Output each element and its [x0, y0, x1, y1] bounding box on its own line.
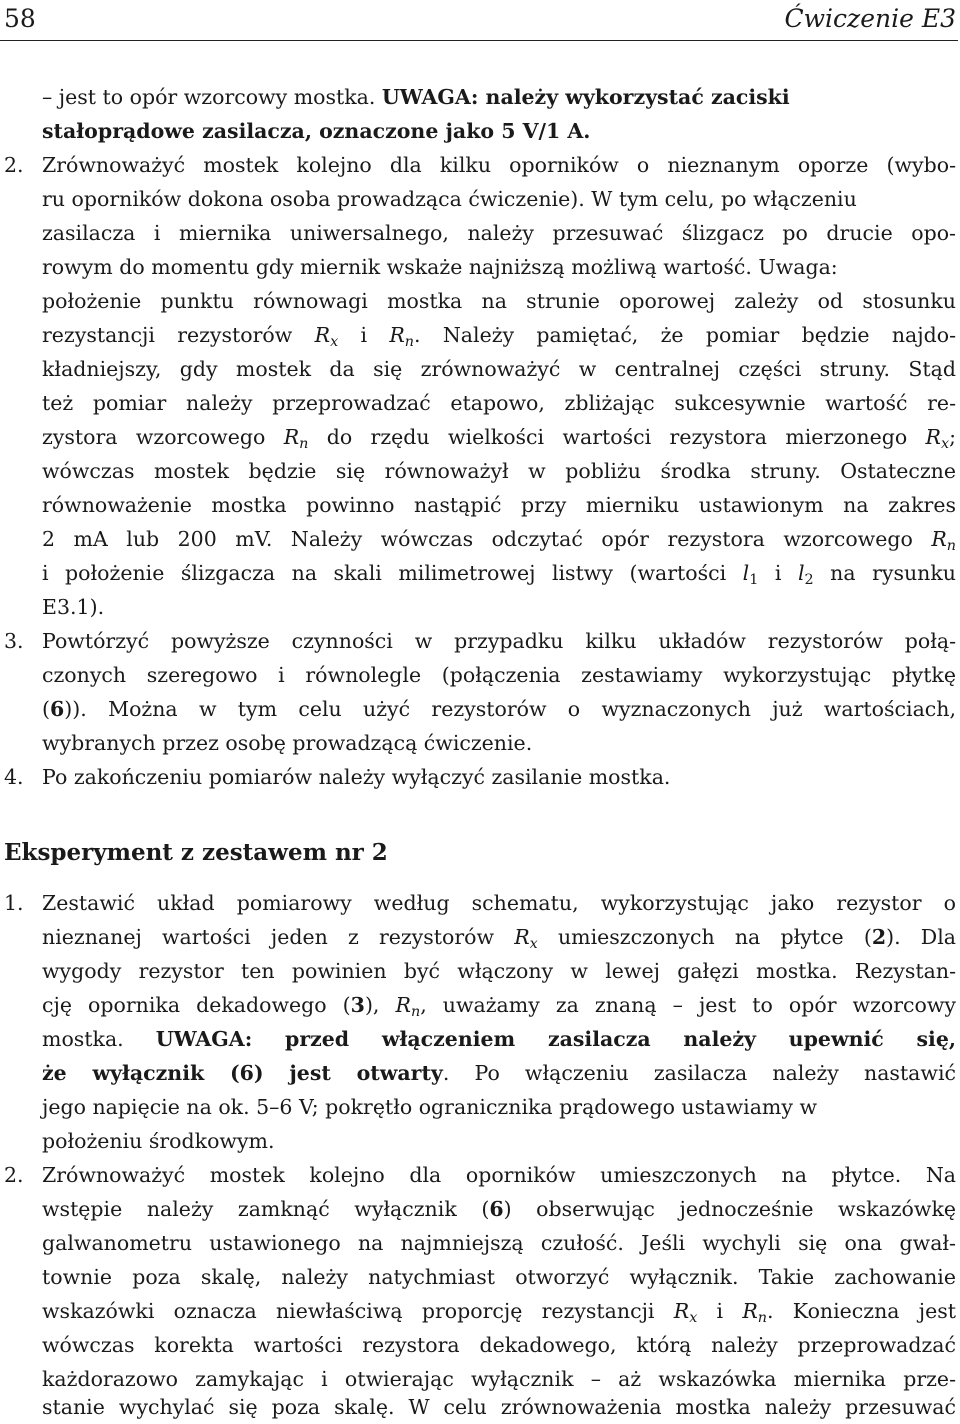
text-line: rowym do momentu gdy miernik wskaże najniższą możliwą wartość. Uwaga:	[42, 255, 838, 279]
text-line: i położenie ślizgacza na skali milimetrowej listwy (wartości $l_1$ i $l_2$ na rysunku	[42, 561, 957, 589]
text-line: też pomiar należy przeprowadzać etapowo, zbliżając sukcesywnie wartość re-	[42, 391, 956, 415]
text-line: Po zakończeniu pomiarów należy wyłączyć zasilanie mostka.	[42, 765, 671, 789]
text-line: wybranych przez osobę prowadzącą ćwiczenie.	[42, 731, 533, 755]
text-line: stanie wychylać się poza skalę. W celu zrównoważenia mostka należy przesuwać	[42, 1395, 956, 1419]
text-line: kładniejszy, gdy mostek da się zrównoważyć w centralnej części struny. Stąd	[42, 357, 956, 381]
text-line: Zestawić układ pomiarowy według schematu, wykorzystując jako rezystor o	[42, 891, 956, 915]
text-line: – jest to opór wzorcowy mostka. UWAGA: należy wykorzystać zaciski	[42, 85, 790, 109]
text-line: Zrównoważyć mostek kolejno dla kilku oporników o nieznanym oporze (wybo-	[42, 153, 956, 177]
text-line: wówczas mostek będzie się równoważył w pobliżu środka struny. Ostateczne	[42, 459, 956, 483]
text-line: ru oporników dokona osoba prowadząca ćwiczenie). W tym celu, po włączeniu	[42, 187, 857, 211]
text-line: 2 mA lub 200 mV. Należy wówczas odczytać opór rezystora wzorcowego $R_n$	[42, 527, 956, 555]
text-line: równoważenie mostka powinno nastąpić przy mierniku ustawionym na zakres	[42, 493, 956, 517]
text-line: (6)). Można w tym celu użyć rezystorów o wyznaczonych już wartościach,	[42, 697, 956, 721]
text-line: rezystancji rezystorów $R_x$ i $R_n$. Należy pamiętać, że pomiar będzie najdo-	[42, 323, 957, 351]
list-number: 4.	[4, 765, 24, 789]
text-line: mostka. UWAGA: przed włączeniem zasilacza należy upewnić się,	[42, 1027, 956, 1051]
text-line: E3.1).	[42, 595, 105, 619]
list-number: 2.	[4, 153, 24, 177]
page-number: 58	[4, 4, 36, 33]
text-line: że wyłącznik (6) jest otwarty. Po włączeniu zasilacza należy nastawić	[42, 1061, 956, 1085]
text-line: wówczas korekta wartości rezystora dekadowego, którą należy przeprowadzać	[42, 1333, 956, 1357]
list-number: 1.	[4, 891, 24, 915]
text-line: Powtórzyć powyższe czynności w przypadku kilku układów rezystorów połą-	[42, 629, 956, 653]
list-number: 2.	[4, 1163, 24, 1187]
text-line: czonych szeregowo i równolegle (połączenia zestawiamy wykorzystując płytkę	[42, 663, 956, 687]
section-heading: Eksperyment z zestawem nr 2	[4, 839, 388, 866]
text-line: wstępie należy zamknąć wyłącznik (6) obserwując jednocześnie wskazówkę	[42, 1197, 956, 1221]
text-line: stałoprądowe zasilacza, oznaczone jako 5 V/1 A.	[42, 119, 591, 143]
text-line: zasilacza i miernika uniwersalnego, należy przesuwać ślizgacz po drucie opo-	[42, 221, 956, 245]
text-line: nieznanej wartości jeden z rezystorów $R_x$ umieszczonych na płytce (2). Dla	[42, 925, 956, 953]
text-line: townie poza skalę, należy natychmiast otworzyć wyłącznik. Takie zachowanie	[42, 1265, 956, 1289]
list-number: 3.	[4, 629, 24, 653]
text-line: cję opornika dekadowego (3), $R_n$, uważamy za znaną – jest to opór wzorcowy	[42, 993, 956, 1021]
text-line: jego napięcie na ok. 5–6 V; pokrętło ogranicznika prądowego ustawiamy w	[42, 1095, 818, 1119]
text-line: Zrównoważyć mostek kolejno dla oporników umieszczonych na płytce. Na	[42, 1163, 956, 1187]
text-line: położenie punktu równowagi mostka na strunie oporowej zależy od stosunku	[42, 289, 956, 313]
running-header: Ćwiczenie E3	[784, 4, 956, 33]
text-line: galwanometru ustawionego na najmniejszą czułość. Jeśli wychyli się ona gwał-	[42, 1231, 956, 1255]
text-line: zystora wzorcowego $R_n$ do rzędu wielkości wartości rezystora mierzonego $R_x$;	[42, 425, 956, 453]
text-line: położeniu środkowym.	[42, 1129, 275, 1153]
text-line: każdorazowo zamykając i otwierając wyłącznik – aż wskazówka miernika prze-	[42, 1367, 956, 1391]
header-rule	[0, 40, 958, 41]
text-line: wskazówki oznacza niewłaściwą proporcję rezystancji $R_x$ i $R_n$. Konieczna jest	[42, 1299, 957, 1327]
text-line: wygody rezystor ten powinien być włączony w lewej gałęzi mostka. Rezystan-	[42, 959, 956, 983]
